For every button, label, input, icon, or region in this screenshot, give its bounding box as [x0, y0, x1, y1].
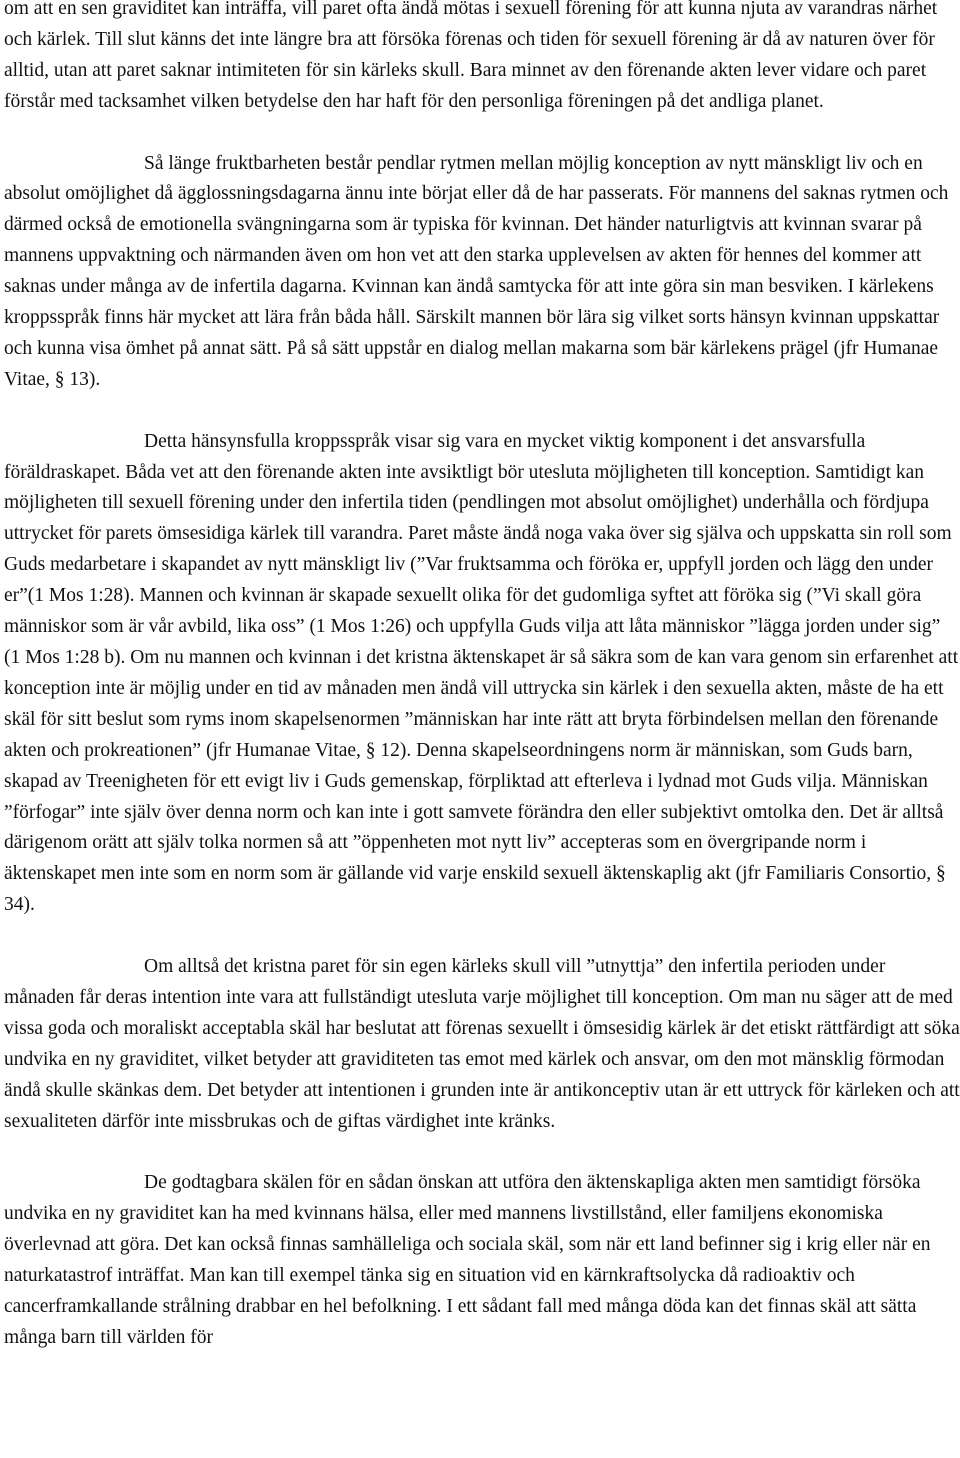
paragraph-4: Om alltså det kristna paret för sin egen kärleks skull vill ”utnyttja” den infertila perioden under månaden får deras intention inte vara att fullständigt utesluta varje möjlighet till konception. Om man nu säger att de med vissa goda och moraliskt acceptabla skäl har beslutat att förenas sexuellt i ömsesidig kärlek är det etiskt rättfärdigt att söka undvika en ny graviditet, vilket betyder att graviditeten tas emot med kärlek och ansvar, om den mot mänsklig förmodan ändå skulle skänkas dem. Det betyder att intentionen i grunden inte är antikonceptiv utan är ett uttryck för kärleken och att sexualiteten därför inte missbrukas och de giftas värdighet inte kränks.: [4, 956, 960, 1132]
paragraph-gap: [4, 1137, 960, 1168]
paragraph-gap: [4, 396, 960, 427]
paragraph-gap: [4, 118, 960, 149]
paragraph-5: De godtagbara skälen för en sådan önskan att utföra den äktenskapliga akten men samtidigt försöka undvika en ny graviditet kan ha med kvinnans hälsa, eller med mannens livstillstånd, eller familjens ekonomiska överlevnad att göra. Det kan också finnas samhälleliga och sociala skäl, som när ett land befinner sig i krig eller när en naturkatastrof inträffat. Man kan till exempel tänka sig en situation vid en kärnkraftsolycka då radioaktiv och cancerframkallande strålning drabbar en hel befolkning. I ett sådant fall med många döda kan det finnas skäl att sätta många barn till världen för: [4, 1172, 931, 1348]
paragraph-1: om att en sen graviditet kan inträffa, vill paret ofta ändå mötas i sexuell förening för att kunna njuta av varandras närhet och kärlek. Till slut känns det inte längre bra att försöka förenas och tiden för sexuell förening är då av naturen över för alltid, utan att paret saknar intimiteten för sin kärleks skull. Bara minnet av den förenande akten lever vidare och paret förstår med tacksamhet vilken betydelse den har haft för den personliga föreningen på det andliga planet.: [4, 0, 938, 112]
paragraph-3: Detta hänsynsfulla kroppsspråk visar sig vara en mycket viktig komponent i det ansvarsfulla föräldraskapet. Båda vet att den förenande akten inte avsiktligt bör utesluta möjligheten till konception. Samtidigt kan möjligheten till sexuell förening under den infertila tiden (pendlingen mot absolut omöjlighet) underhålla och fördjupa uttrycket för parets ömsesidiga kärlek till varandra. Paret måste ändå noga vaka över sig själva och uppskatta sin roll som Guds medarbetare i skapandet av nytt mänskligt liv (”Var fruktsamma och föröka er, uppfyll jorden och lägg den under er”(1 Mos 1:28). Mannen och kvinnan är skapade sexuellt olika för det gudomliga syftet att föröka sig (”Vi skall göra människor som är vår avbild, lika oss” (1 Mos 1:26) och uppfylla Guds vilja att låta människor ”lägga jorden under sig” (1 Mos 1:28 b). Om nu mannen och kvinnan i det kristna äktenskapet är så säkra som de kan vara genom sin erfarenhet att konception inte är möjlig under en tid av månaden men ändå vill uttrycka sin kärlek i den sexuella akten, måste de ha ett skäl för sitt beslut som ryms inom skapelsenormen ”människan har inte rätt att bryta förbindelsen mellan den förenande akten och prokreationen” (jfr Humanae Vitae, § 12). Denna skapelseordningens norm är människan, som Guds barn, skapad av Treenigheten för ett evigt liv i Guds gemenskap, förpliktad att efterleva i lydnad mot Guds vilja. Människan ”förfogar” inte själv över denna norm och kan inte i gott samvete förändra den eller subjektivt omtolka den. Det är alltså därigenom orätt att själv tolka normen så att ”öppenheten mot nytt liv” accepteras som en övergripande norm i äktenskapet men inte som en norm som är gällande vid varje enskild sexuell äktenskaplig akt (jfr Familiaris Consortio, § 34).: [4, 430, 959, 916]
paragraph-2: Så länge fruktbarheten består pendlar rytmen mellan möjlig konception av nytt mänskligt liv och en absolut omöjlighet då ägglossningsdagarna ännu inte börjat eller då de har passerats. För mannens del saknas rytmen och därmed också de emotionella svängningarna som är typiska för kvinnan. Det händer naturligtvis att kvinnan svarar på mannens uppvaktning och närmanden även om hon vet att den starka upplevelsen av akten för hennes del kommer att saknas under många av de infertila dagarna. Kvinnan kan ändå samtycka för att inte göra sin man besviken. I kärlekens kroppsspråk finns här mycket att lära från båda håll. Särskilt mannen bör lära sig vilket sorts hänsyn kvinnan uppskattar och kunna visa ömhet på annat sätt. På så sätt uppstår en dialog mellan makarna som bär kärlekens prägel (jfr Humanae Vitae, § 13).: [4, 152, 949, 390]
paragraph-gap: [4, 921, 960, 952]
